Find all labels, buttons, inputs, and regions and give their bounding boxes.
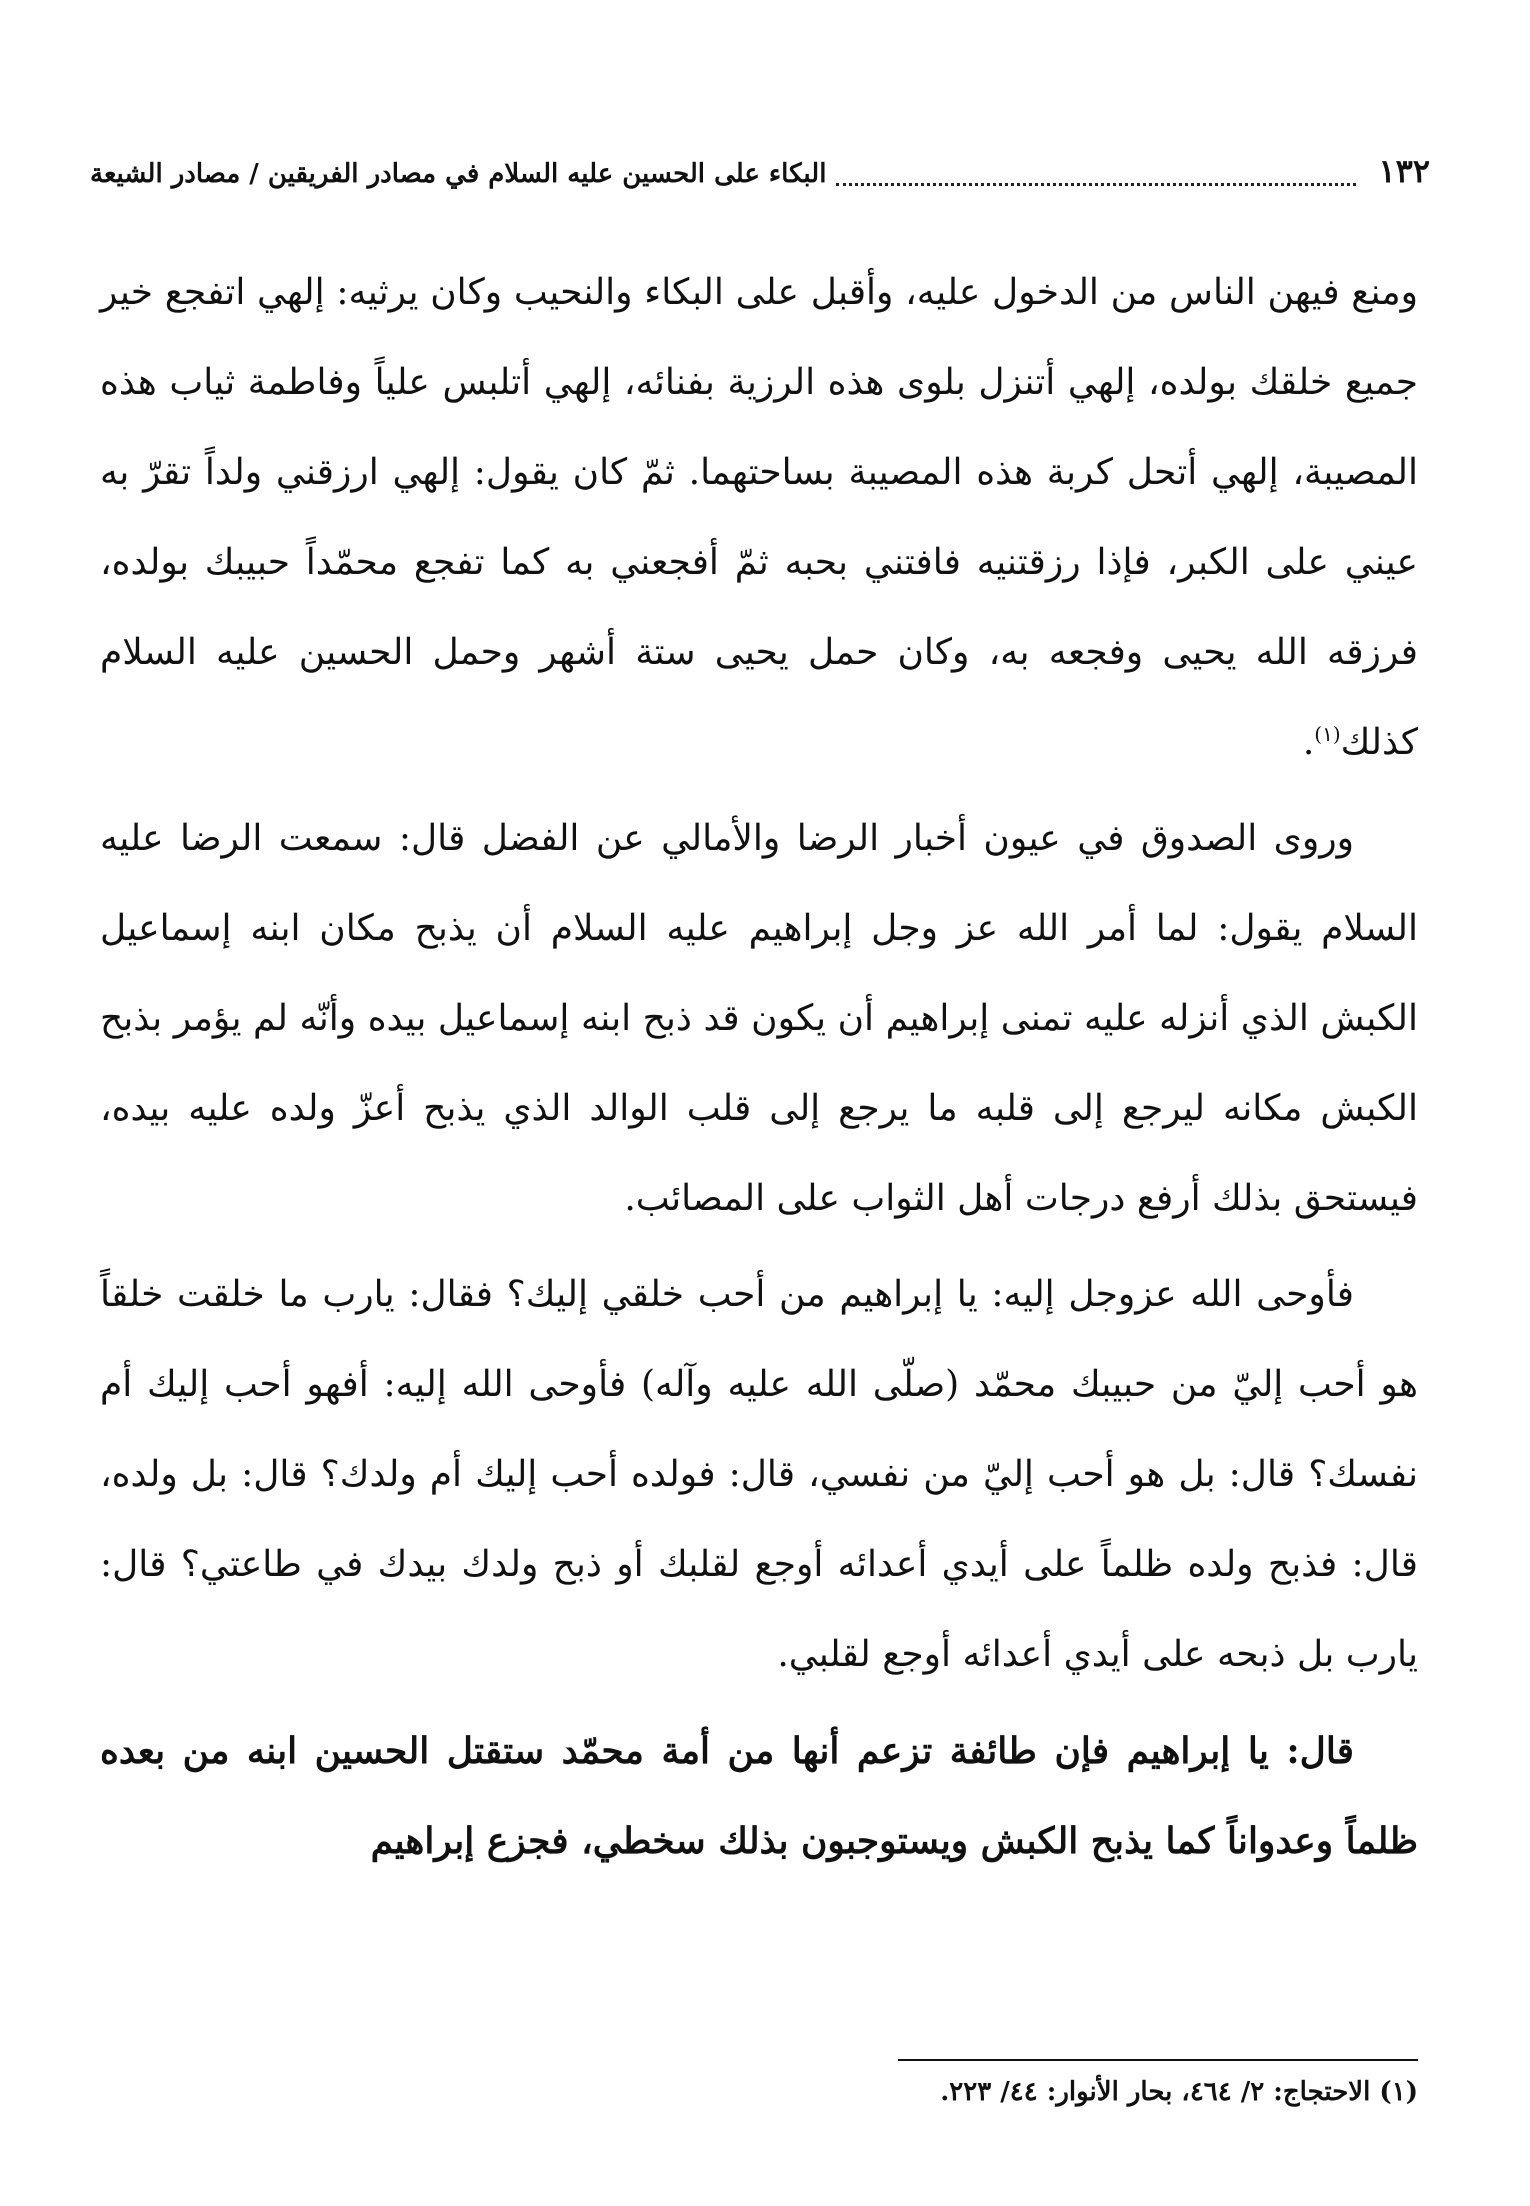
page-number: ١٣٢ <box>1378 152 1430 190</box>
paragraph: فأوحى الله عزوجل إليه: يا إبراهيم من أحب خلقي إليك؟ فقال: يارب ما خلقت خلقاً هو أحب إليّ من حبيبك محمّد (صلّى الله عليه وآله) فأوحى الله إليه: أفهو أحب إليك أم نفسك؟ قال: بل هو أحب إليّ من نفسي، قال: فولده أحب إليك أم ولدك؟ قال: بل ولده، قال: فذبح ولده ظلماً على أيدي أعدائه أوجع لقلبك أو ذبح ولدك بيدك في طاعتي؟ قال: يارب بل ذبحه على أيدي أعدائه أوجع لقلبي. <box>100 1274 1418 1675</box>
main-text <box>100 248 1418 1892</box>
header-dot-leader <box>836 183 1356 186</box>
paragraph: قال: يا إبراهيم فإن طائفة تزعم أنها من أمة محمّد ستقتل الحسين ابنه من بعده ظلماً وعدواناً كما يذبح الكبش ويستوجبون بذلك سخطي، فجزع إبراهيم <box>100 1730 1418 1862</box>
paragraph-text: ومنع فيهن الناس من الدخول عليه، وأقبل على البكاء والنحيب وكان يرثيه: إلهي اتفجع خير جميع خلقك بولده، إلهي أتنزل بلوى هذه الرزية بفنائه، إلهي أتلبس علياً وفاطمة ثياب هذه المصيبة، إلهي أتحل كربة هذه المصيبة بساحتهما. ثمّ كان يقول: إلهي ارزقني ولداً تقرّ به عيني على الكبر، فإذا رزقتنيه فافتني بحبه ثمّ أفجعني به كما تفجع محمّداً حبيبك بولده، فرزقه الله يحيى وفجعه به، وكان حمل يحيى ستة أشهر وحمل الحسين عليه السلام كذلك <box>100 272 1418 763</box>
running-title: البكاء على الحسين عليه السلام في مصادر الفريقين / مصادر الشيعة <box>90 159 827 189</box>
footnote: (١) الاحتجاج: ٢/ ٤٦٤، بحار الأنوار: ٤٤/ ٢٢٣. <box>940 2077 1418 2107</box>
footnote-reference[interactable]: (١) <box>1314 722 1341 746</box>
running-header <box>90 152 1430 204</box>
paragraph <box>100 248 1418 788</box>
paragraph-tail: . <box>1302 722 1315 763</box>
paragraph: وروى الصدوق في عيون أخبار الرضا والأمالي عن الفضل قال: سمعت الرضا عليه السلام يقول: لما أمر الله عز وجل إبراهيم عليه السلام أن يذبح مكان ابنه إسماعيل الكبش الذي أنزله عليه تمنى إبراهيم أن يكون قد ذبح ابنه إسماعيل بيده وأنّه لم يؤمر بذبح الكبش مكانه ليرجع إلى قلبه ما يرجع إلى قلب الوالد الذي يذبح أعزّ ولده عليه بيده، فيستحق بذلك أرفع درجات أهل الثواب على المصائب. <box>100 818 1418 1219</box>
footnote-divider <box>898 2059 1418 2061</box>
